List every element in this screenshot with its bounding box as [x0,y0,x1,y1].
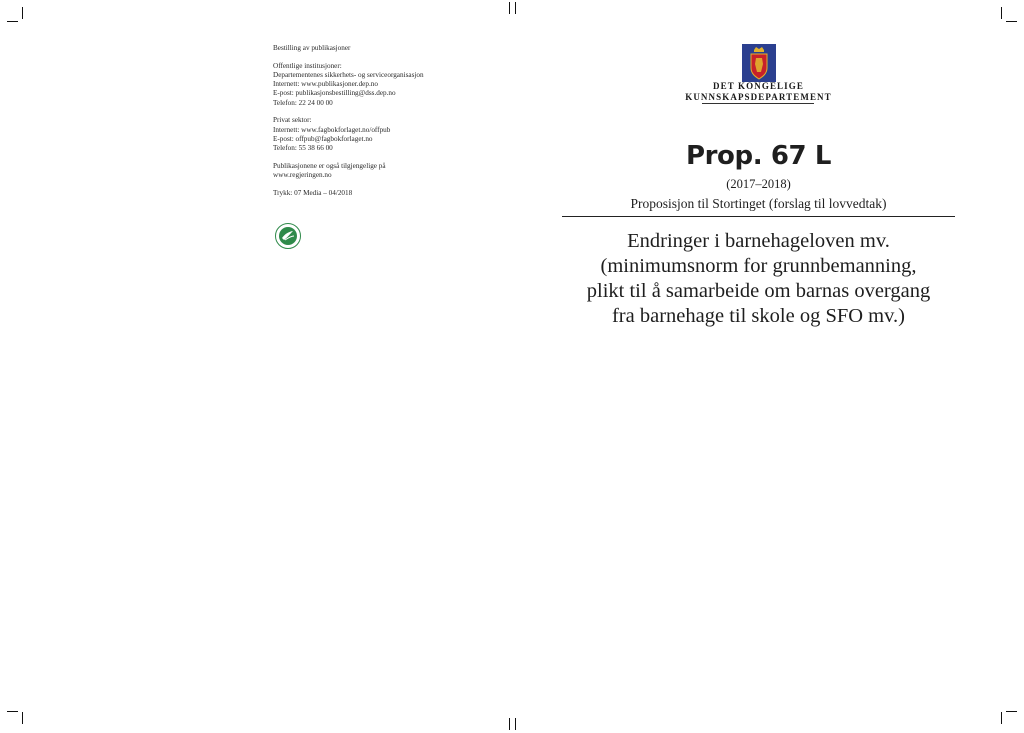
info-line: Internett: www.publikasjoner.dep.no [273,80,378,89]
info-block [273,162,513,181]
document-title [562,229,955,329]
info-block [273,189,513,198]
title-line: (minimumsnorm for grunnbemanning, [600,255,917,277]
title-line: Endringer i barnehageloven mv. [627,230,890,252]
info-line: Trykk: 07 Media – 04/2018 [273,188,353,197]
proposition-subtitle: Proposisjon til Stortinget (forslag til lovvedtak) [630,196,887,211]
info-block [273,116,513,153]
crop-mark [1006,21,1017,22]
department-name [562,81,955,103]
nordic-swan-ecolabel-icon [274,222,302,250]
crop-mark [7,711,18,712]
crop-mark [7,21,18,22]
department-line1: DET KONGELIGE [713,81,804,91]
title-divider [562,216,955,217]
info-line: E-post: publikasjonsbestilling@dss.dep.no [273,89,396,98]
department-line2: KUNNSKAPSDEPARTEMENT [685,92,832,102]
info-line: www.regjeringen.no [273,171,332,180]
info-line: Departementenes sikkerhets- og serviceorganisasjon [273,70,424,79]
department-underline [702,103,814,104]
crop-mark [22,7,23,19]
crop-mark [1001,7,1002,19]
info-line: Publikasjonene er også tilgjengelige på [273,161,386,170]
title-line: plikt til å samarbeide om barnas overgang [586,280,931,302]
crop-mark [1006,711,1017,712]
proposition-number: Prop. 67 L [685,141,832,171]
crop-mark [1001,712,1002,724]
crop-mark [515,2,516,14]
crop-mark [509,718,510,730]
info-line: E-post: offpub@fagbokforlaget.no [273,134,373,143]
info-line: Telefon: 55 38 66 00 [273,144,333,153]
info-line: Telefon: 22 24 00 00 [273,98,333,107]
session-years: (2017–2018) [726,177,791,191]
crop-mark [515,718,516,730]
crop-mark [509,2,510,14]
coat-of-arms-icon [742,44,776,82]
info-line: Offentlige institusjoner: [273,61,342,70]
info-line: Bestilling av publikasjoner [273,44,351,52]
info-line: Internett: www.fagbokforlaget.no/offpub [273,125,391,134]
back-cover-ordering-info [273,44,513,206]
title-line: fra barnehage til skole og SFO mv.) [611,305,905,327]
info-block [273,44,513,53]
crop-mark [22,712,23,724]
info-line: Privat sektor: [273,116,312,125]
info-block [273,62,513,108]
